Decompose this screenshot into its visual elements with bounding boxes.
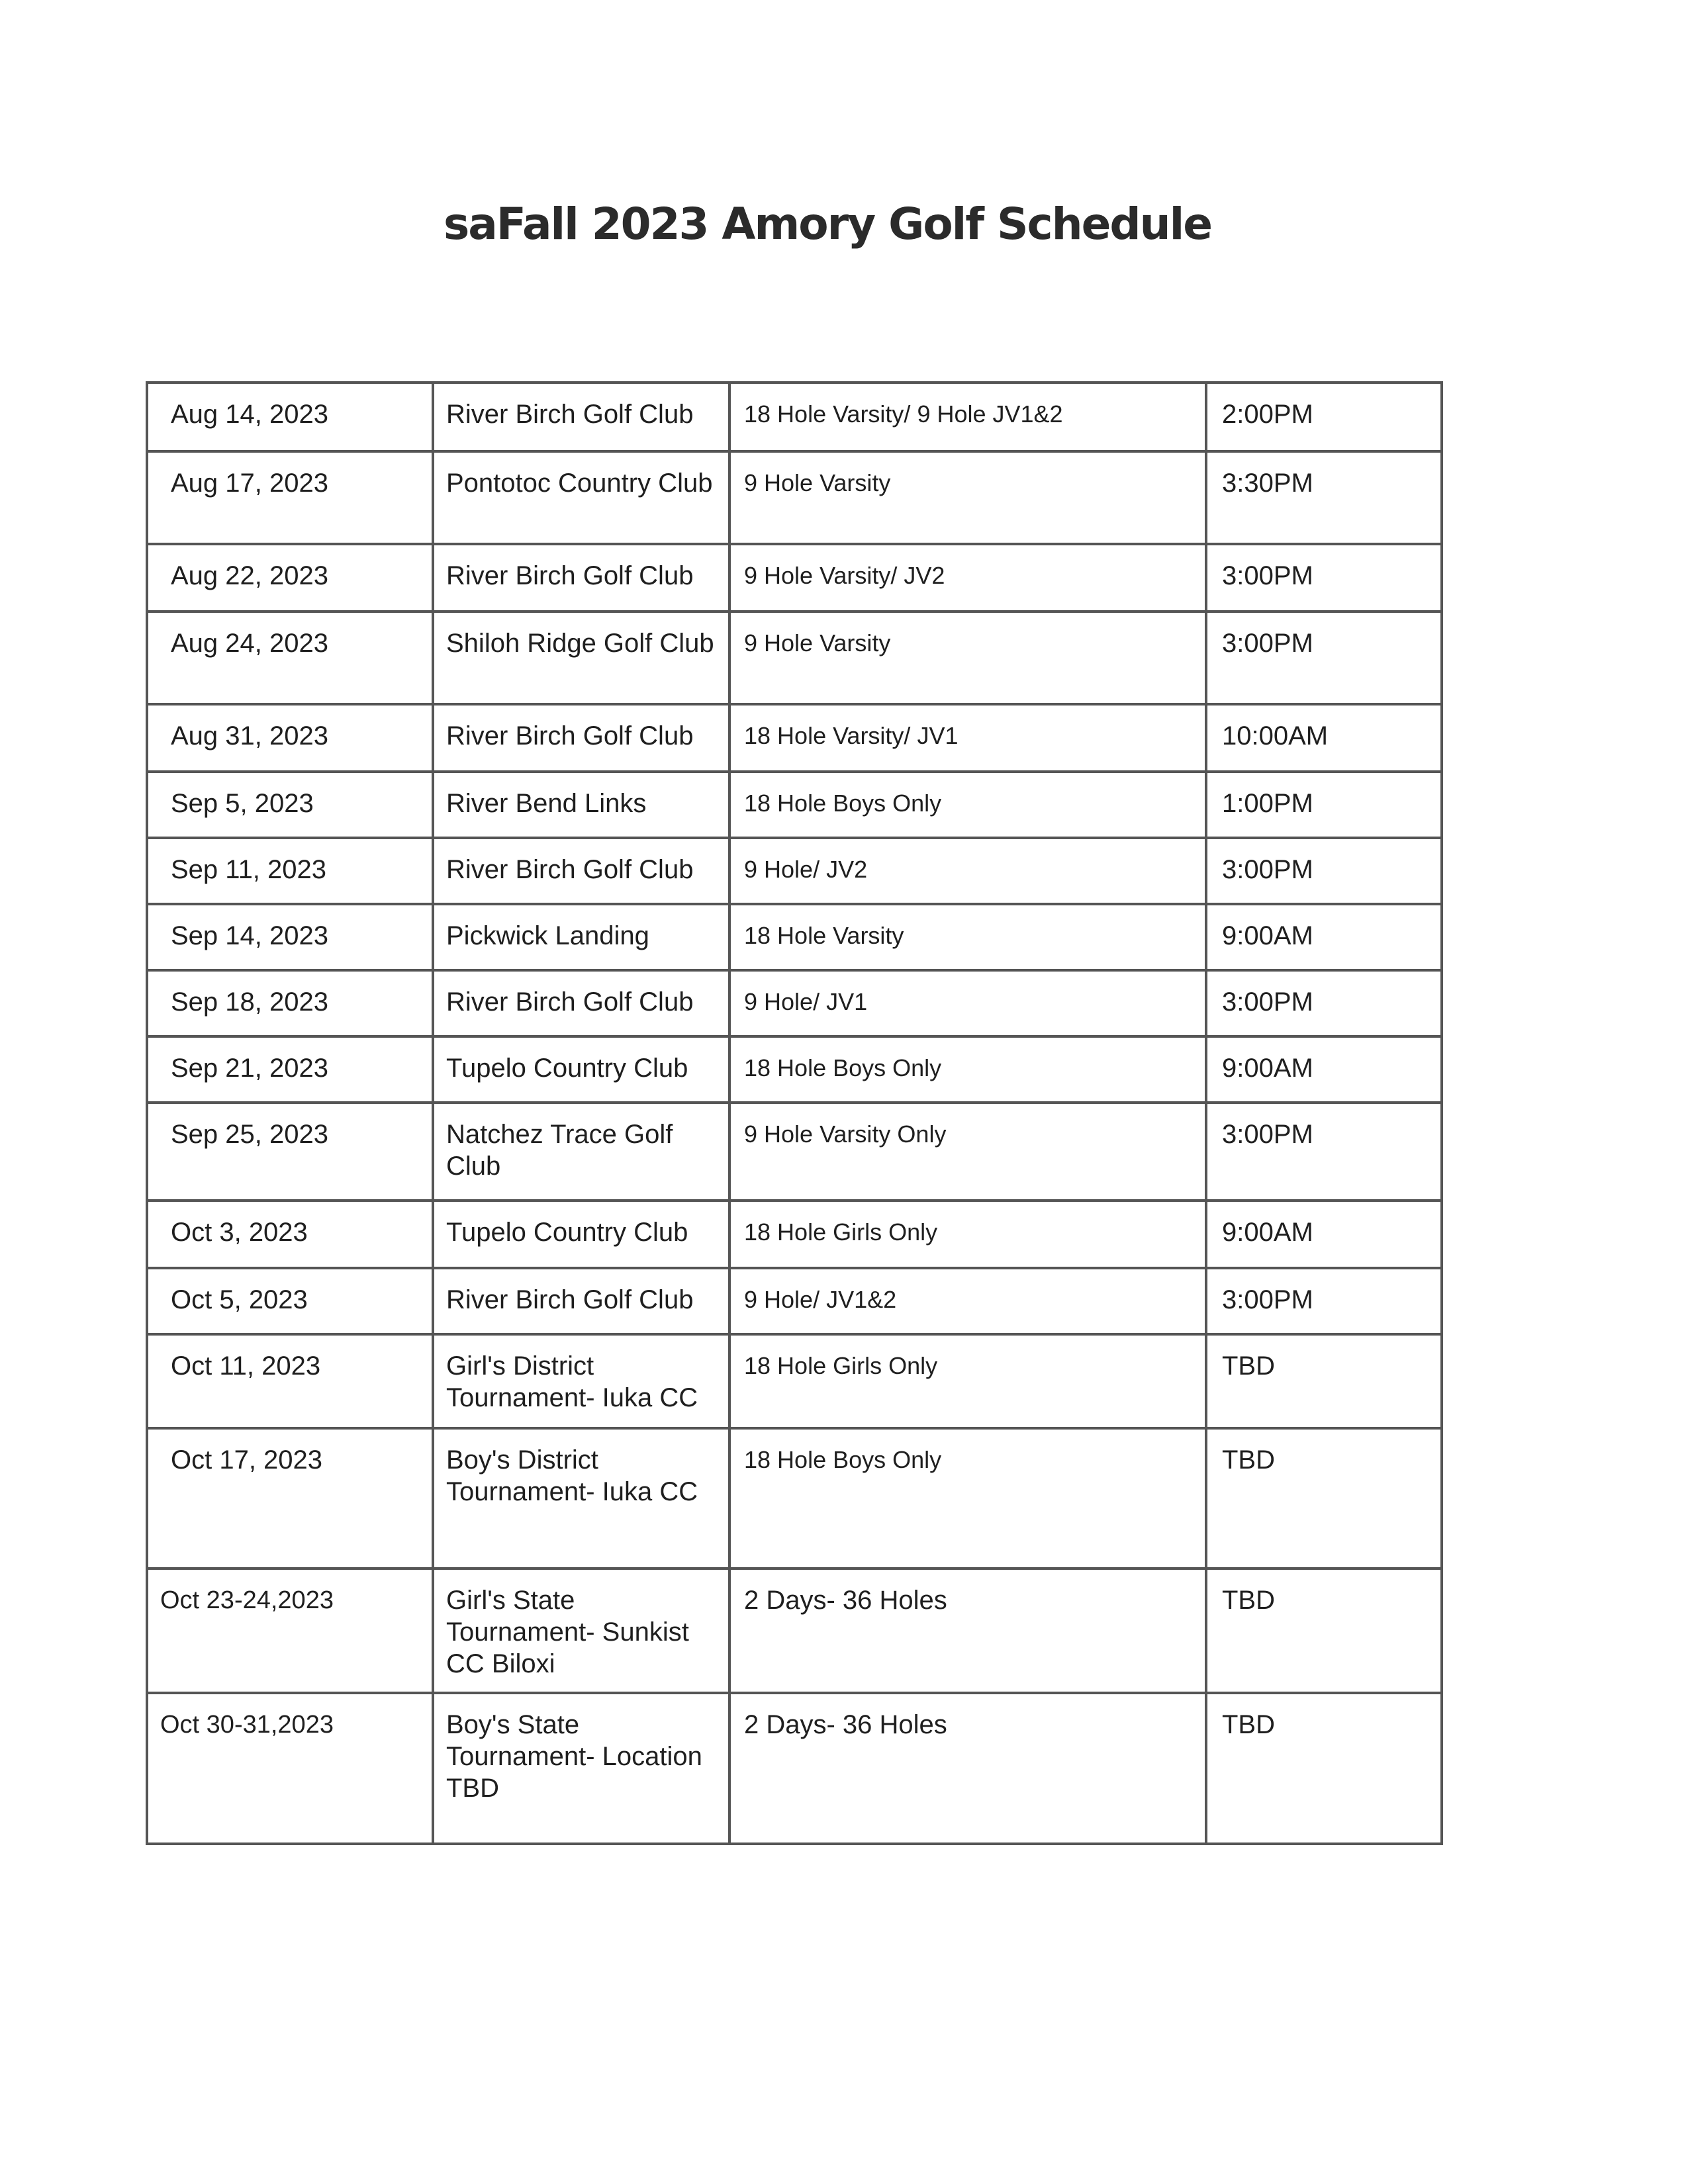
time-cell: 3:00PM bbox=[1206, 544, 1442, 612]
date-cell: Oct 17, 2023 bbox=[147, 1428, 433, 1569]
event-cell: 2 Days- 36 Holes bbox=[729, 1693, 1206, 1844]
time-cell: TBD bbox=[1206, 1569, 1442, 1693]
time-cell: 3:00PM bbox=[1206, 838, 1442, 904]
table-row bbox=[147, 1036, 1442, 1103]
event-cell: 9 Hole Varsity/ JV2 bbox=[729, 544, 1206, 612]
table-row bbox=[147, 904, 1442, 970]
date-cell: Sep 25, 2023 bbox=[147, 1103, 433, 1201]
time-cell: TBD bbox=[1206, 1334, 1442, 1428]
venue-cell: Shiloh Ridge Golf Club bbox=[433, 612, 729, 704]
event-cell: 18 Hole Girls Only bbox=[729, 1334, 1206, 1428]
table-row bbox=[147, 383, 1442, 451]
table-row bbox=[147, 838, 1442, 904]
venue-cell: River Bend Links bbox=[433, 772, 729, 838]
time-cell: 9:00AM bbox=[1206, 1201, 1442, 1268]
table-row bbox=[147, 1334, 1442, 1428]
venue-cell: River Birch Golf Club bbox=[433, 970, 729, 1036]
date-cell: Oct 5, 2023 bbox=[147, 1268, 433, 1334]
event-cell: 18 Hole Boys Only bbox=[729, 772, 1206, 838]
time-cell: 9:00AM bbox=[1206, 904, 1442, 970]
date-cell: Aug 22, 2023 bbox=[147, 544, 433, 612]
table-row bbox=[147, 1201, 1442, 1268]
time-cell: 3:00PM bbox=[1206, 1268, 1442, 1334]
event-cell: 18 Hole Varsity/ JV1 bbox=[729, 704, 1206, 772]
venue-cell: Tupelo Country Club bbox=[433, 1036, 729, 1103]
venue-cell: River Birch Golf Club bbox=[433, 1268, 729, 1334]
venue-cell: River Birch Golf Club bbox=[433, 704, 729, 772]
table-row bbox=[147, 612, 1442, 704]
event-cell: 9 Hole/ JV1 bbox=[729, 970, 1206, 1036]
table-row bbox=[147, 451, 1442, 544]
table-row bbox=[147, 1428, 1442, 1569]
table-row bbox=[147, 1103, 1442, 1201]
time-cell: 3:00PM bbox=[1206, 970, 1442, 1036]
table-row bbox=[147, 704, 1442, 772]
time-cell: TBD bbox=[1206, 1428, 1442, 1569]
venue-cell: Girl's District Tournament- Iuka CC bbox=[433, 1334, 729, 1428]
venue-cell: River Birch Golf Club bbox=[433, 544, 729, 612]
time-cell: 9:00AM bbox=[1206, 1036, 1442, 1103]
event-cell: 9 Hole Varsity bbox=[729, 451, 1206, 544]
time-cell: 1:00PM bbox=[1206, 772, 1442, 838]
schedule-table bbox=[146, 381, 1443, 1845]
date-cell: Sep 11, 2023 bbox=[147, 838, 433, 904]
event-cell: 18 Hole Boys Only bbox=[729, 1428, 1206, 1569]
event-cell: 2 Days- 36 Holes bbox=[729, 1569, 1206, 1693]
table-row bbox=[147, 1569, 1442, 1693]
venue-cell: Boy's State Tournament- Location TBD bbox=[433, 1693, 729, 1844]
date-cell: Sep 5, 2023 bbox=[147, 772, 433, 838]
date-cell: Sep 21, 2023 bbox=[147, 1036, 433, 1103]
venue-cell: River Birch Golf Club bbox=[433, 383, 729, 451]
table-row bbox=[147, 772, 1442, 838]
venue-cell: Tupelo Country Club bbox=[433, 1201, 729, 1268]
time-cell: TBD bbox=[1206, 1693, 1442, 1844]
date-cell: Sep 14, 2023 bbox=[147, 904, 433, 970]
event-cell: 9 Hole/ JV1&2 bbox=[729, 1268, 1206, 1334]
time-cell: 3:00PM bbox=[1206, 1103, 1442, 1201]
page-title: saFall 2023 Amory Golf Schedule bbox=[443, 199, 1212, 250]
time-cell: 3:00PM bbox=[1206, 612, 1442, 704]
table-row bbox=[147, 1268, 1442, 1334]
date-cell: Sep 18, 2023 bbox=[147, 970, 433, 1036]
date-cell: Oct 3, 2023 bbox=[147, 1201, 433, 1268]
date-cell: Aug 14, 2023 bbox=[147, 383, 433, 451]
venue-cell: Pickwick Landing bbox=[433, 904, 729, 970]
date-cell: Aug 31, 2023 bbox=[147, 704, 433, 772]
date-cell: Oct 30-31,2023 bbox=[147, 1693, 433, 1844]
time-cell: 10:00AM bbox=[1206, 704, 1442, 772]
table-row bbox=[147, 1693, 1442, 1844]
time-cell: 3:30PM bbox=[1206, 451, 1442, 544]
event-cell: 18 Hole Varsity/ 9 Hole JV1&2 bbox=[729, 383, 1206, 451]
time-cell: 2:00PM bbox=[1206, 383, 1442, 451]
venue-cell: Boy's District Tournament- Iuka CC bbox=[433, 1428, 729, 1569]
date-cell: Oct 11, 2023 bbox=[147, 1334, 433, 1428]
venue-cell: River Birch Golf Club bbox=[433, 838, 729, 904]
event-cell: 18 Hole Varsity bbox=[729, 904, 1206, 970]
date-cell: Oct 23-24,2023 bbox=[147, 1569, 433, 1693]
venue-cell: Girl's State Tournament- Sunkist CC Biloxi bbox=[433, 1569, 729, 1693]
event-cell: 9 Hole/ JV2 bbox=[729, 838, 1206, 904]
table-row bbox=[147, 970, 1442, 1036]
venue-cell: Pontotoc Country Club bbox=[433, 451, 729, 544]
table-row bbox=[147, 544, 1442, 612]
event-cell: 18 Hole Boys Only bbox=[729, 1036, 1206, 1103]
date-cell: Aug 24, 2023 bbox=[147, 612, 433, 704]
event-cell: 18 Hole Girls Only bbox=[729, 1201, 1206, 1268]
venue-cell: Natchez Trace Golf Club bbox=[433, 1103, 729, 1201]
date-cell: Aug 17, 2023 bbox=[147, 451, 433, 544]
event-cell: 9 Hole Varsity Only bbox=[729, 1103, 1206, 1201]
event-cell: 9 Hole Varsity bbox=[729, 612, 1206, 704]
